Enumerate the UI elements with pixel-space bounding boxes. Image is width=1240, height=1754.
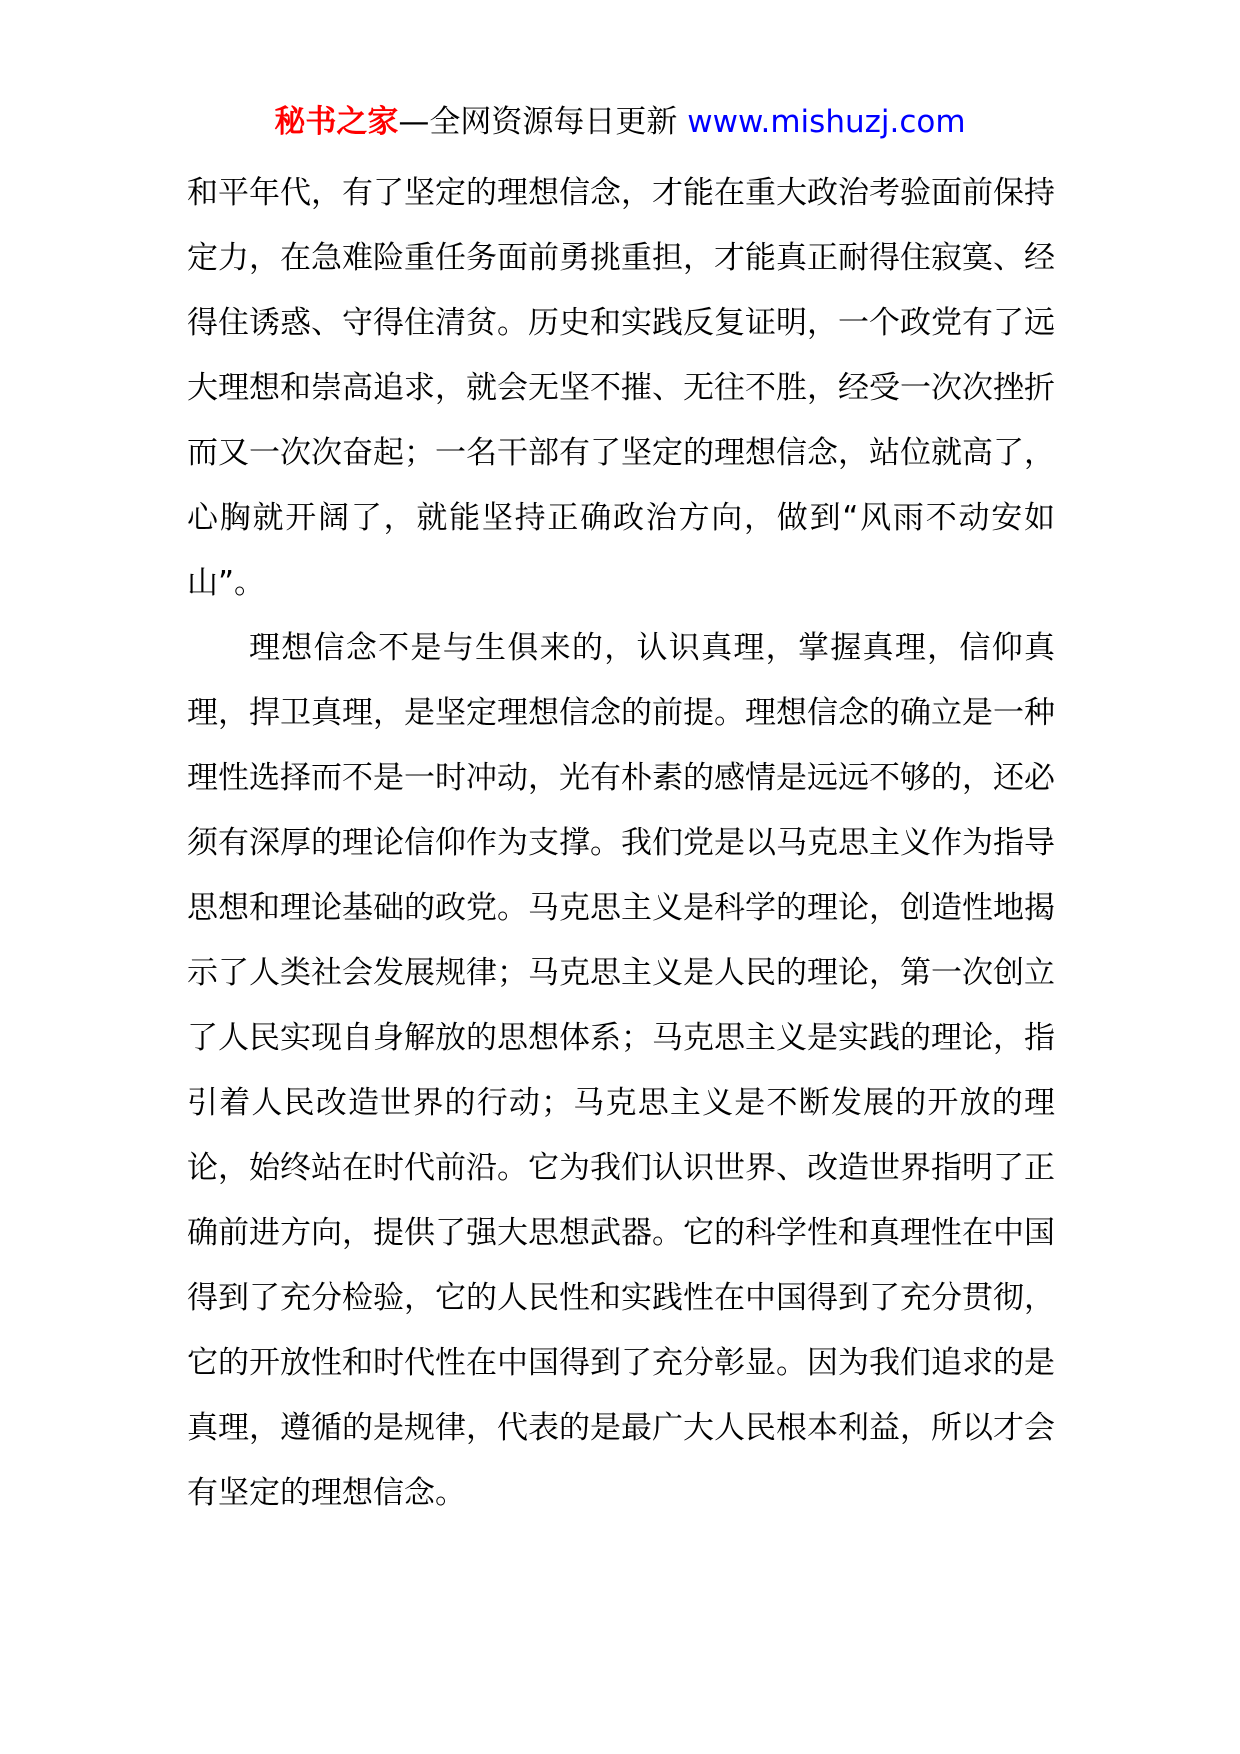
paragraph-continued: 和平年代，有了坚定的理想信念，才能在重大政治考验面前保持定力，在急难险重任务面前勇挑重担，才能真正耐得住寂寞、经得住诱惑、守得住清贫。历史和实践反复证明，一个政党有了远大理想和崇高追求，就会无坚不摧、无往不胜，经受一次次挫折而又一次次奋起；一名干部有了坚定的理想信念，站位就高了，心胸就开阔了，就能坚持正确政治方向，做到“风雨不动安如山”。 [187,175,1055,601]
header-tagline: —全网资源每日更新 [398,104,678,140]
document-body [187,161,1055,1526]
paragraph: 理想信念不是与生俱来的，认识真理，掌握真理，信仰真理，捍卫真理，是坚定理想信念的前提。理想信念的确立是一种理性选择而不是一时冲动，光有朴素的感情是远远不够的，还必须有深厚的理论信仰作为支撑。我们党是以马克思主义作为指导思想和理论基础的政党。马克思主义是科学的理论，创造性地揭示了人类社会发展规律；马克思主义是人民的理论，第一次创立了人民实现自身解放的思想体系；马克思主义是实践的理论，指引着人民改造世界的行动；马克思主义是不断发展的开放的理论，始终站在时代前沿。它为我们认识世界、改造世界指明了正确前进方向，提供了强大思想武器。它的科学性和真理性在中国得到了充分检验，它的人民性和实践性在中国得到了充分贯彻，它的开放性和时代性在中国得到了充分彰显。因为我们追求的是真理，遵循的是规律，代表的是最广大人民根本利益，所以才会有坚定的理想信念。 [187,630,1055,1511]
website-link[interactable]: www.mishuzj.com [687,104,966,140]
page-header [0,100,1240,144]
brand-name: 秘书之家 [274,104,399,140]
